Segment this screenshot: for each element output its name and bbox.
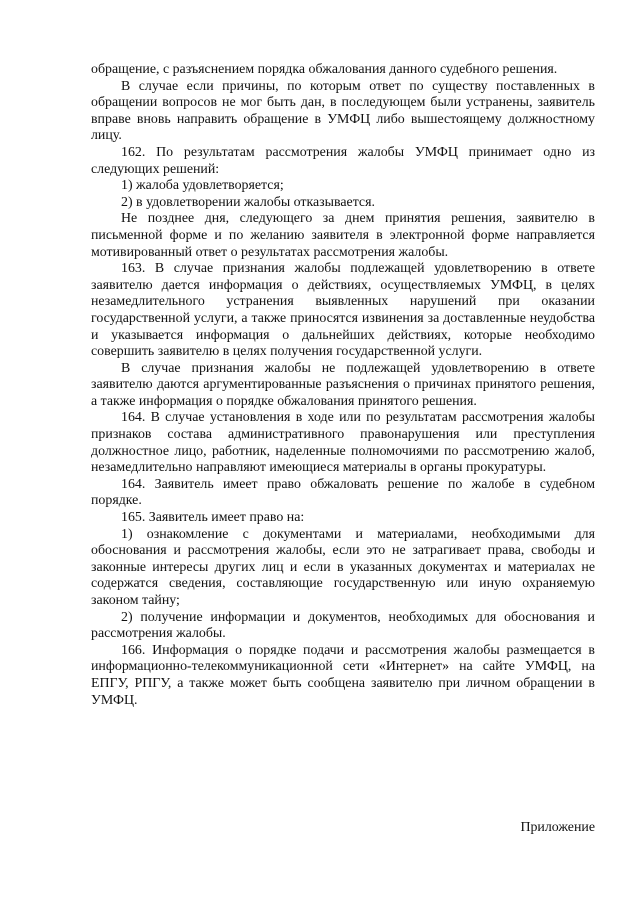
paragraph-163: 163. В случае признания жалобы подлежащей удовлетворению в ответе заявителю дается информация о действиях, осуществляемых УМФЦ, в целях незамедлительного устранения выявленных нарушений при оказании государственной услуги, а также приносятся извинения за доставленные неудобства и указывается информация о дальнейших действиях, которые необходимо совершить заявителю в целях получения государственной услуги. [91, 261, 595, 360]
paragraph-165-item-2: 2) получение информации и документов, необходимых для обоснования и рассмотрения жалобы. [91, 609, 595, 642]
paragraph-162: 162. По результатам рассмотрения жалобы УМФЦ принимает одно из следующих решений: [91, 144, 595, 177]
appendix-label: Приложение [520, 820, 595, 835]
paragraph-164-court: 164. Заявитель имеет право обжаловать решение по жалобе в судебном порядке. [91, 476, 595, 509]
paragraph-163-rejection: В случае признания жалобы не подлежащей удовлетворению в ответе заявителю даются аргументированные разъяснения о причинах принятого решения, а также информация о порядке обжалования принятого решения. [91, 360, 595, 409]
paragraph-response-deadline: Не позднее дня, следующего за днем принятия решения, заявителю в письменной форме и по желанию заявителя в электронной форме направляется мотивированный ответ о результатах рассмотрения жалобы. [91, 211, 595, 260]
paragraph-162-item-2: 2) в удовлетворении жалобы отказывается. [121, 194, 375, 210]
paragraph-164-prosecution: 164. В случае установления в ходе или по результатам рассмотрения жалобы признаков состава административного правонарушения или преступления должностное лицо, работник, наделенные полномочиями по рассмотрению жалоб, незамедлительно направляют имеющиеся материалы в органы прокуратуры. [91, 410, 595, 476]
paragraph-continuation: обращение, с разъяснением порядка обжалования данного судебного решения. [91, 62, 558, 77]
paragraph-162-item-1: 1) жалоба удовлетворяется; [121, 178, 284, 194]
paragraph-165-item-1: 1) ознакомление с документами и материалами, необходимыми для обоснования и рассмотрения жалобы, если это не затрагивает права, свободы и законные интересы других лиц и если в указанных документах и материалах не содержатся сведения, составляющие государственную или иную охраняемую законом тайну; [91, 526, 595, 608]
paragraph-repeat-request: В случае если причины, по которым ответ по существу поставленных в обращении вопросов не мог быть дан, в последующем были устранены, заявитель вправе вновь направить обращение в УМФЦ либо вышестоящему должностному лицу. [91, 78, 595, 144]
paragraph-165: 165. Заявитель имеет право на: [121, 510, 305, 526]
document-body [91, 62, 595, 709]
paragraph-166: 166. Информация о порядке подачи и рассмотрения жалобы размещается в информационно-телекоммуникационной сети «Интернет» на сайте УМФЦ, на ЕПГУ, РПГУ, а также может быть сообщена заявителю при личном обращении в УМФЦ. [91, 642, 595, 708]
